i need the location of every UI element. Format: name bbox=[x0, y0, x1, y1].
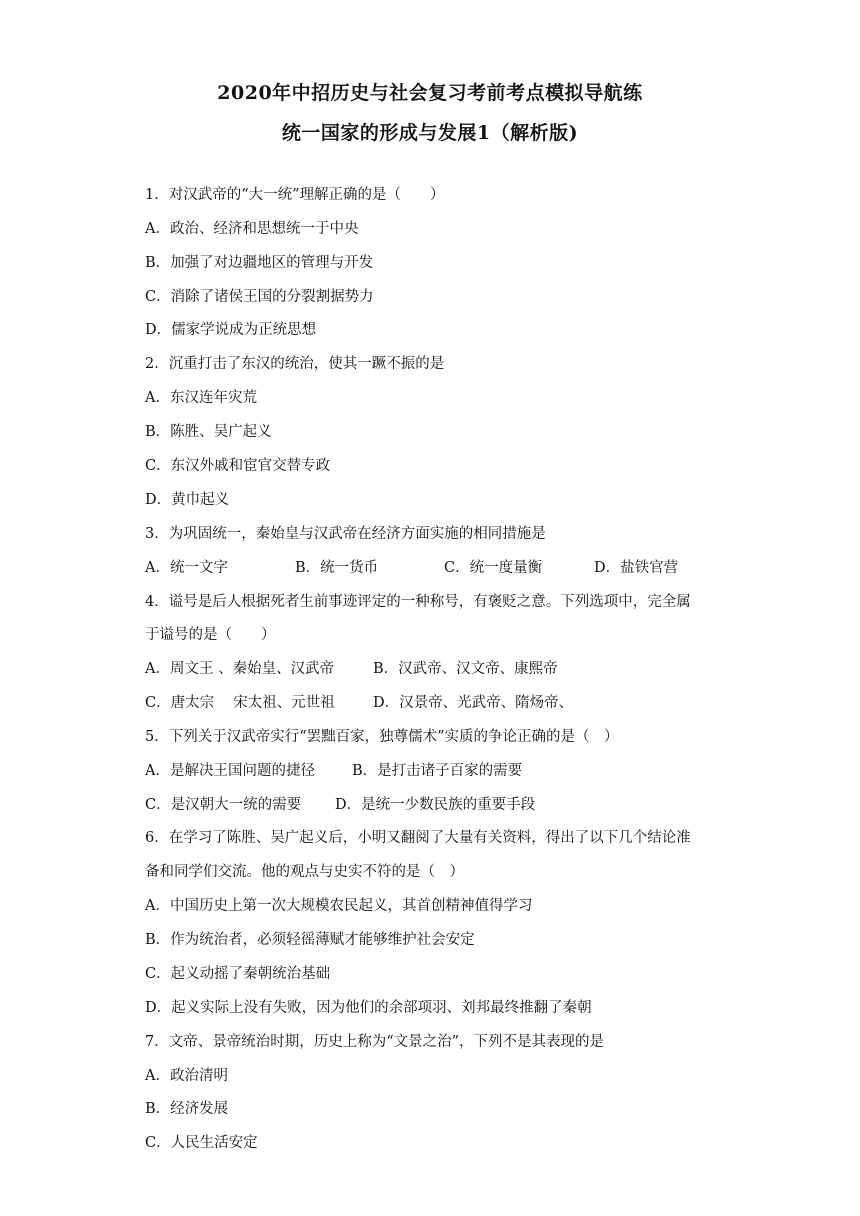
question-4-option-c: C．唐太宗 宋太祖、元世祖 bbox=[145, 695, 335, 711]
document-title: 2020年中招历史与社会复习考前考点模拟导航练 bbox=[217, 82, 643, 104]
question-4-option-d: D．汉景帝、光武帝、隋炀帝、 bbox=[373, 695, 574, 711]
question-5-option-b: B．是打击诸子百家的需要 bbox=[352, 763, 523, 779]
question-4-options-row-1 bbox=[145, 659, 558, 679]
question-4-options-row-2 bbox=[145, 693, 573, 713]
question-2-option-a: A．东汉连年灾荒 bbox=[145, 390, 257, 406]
question-2-option-b: B．陈胜、吴广起义 bbox=[145, 424, 272, 440]
question-2: 2．沉重打击了东汉的统治，使其一蹶不振的是 bbox=[145, 356, 445, 372]
question-4-option-b: B．汉武帝、汉文帝、康熙帝 bbox=[373, 661, 558, 677]
question-6-option-a: A．中国历史上第一次大规模农民起义，其首创精神值得学习 bbox=[145, 898, 533, 914]
question-5-options-row-1 bbox=[145, 761, 522, 781]
question-3: 3．为巩固统一，秦始皇与汉武帝在经济方面实施的相同措施是 bbox=[145, 526, 546, 542]
question-3-option-d: D．盐铁官营 bbox=[594, 560, 679, 576]
question-5-options-row-2 bbox=[145, 795, 535, 815]
question-6-option-d: D．起义实际上没有失败，因为他们的余部项羽、刘邦最终推翻了秦朝 bbox=[145, 1000, 592, 1016]
question-7-option-a: A．政治清明 bbox=[145, 1068, 228, 1084]
question-4-option-a: A．周文王 、秦始皇、汉武帝 bbox=[145, 661, 335, 677]
question-1: 1．对汉武帝的“大一统”理解正确的是（ ） bbox=[145, 187, 445, 203]
question-6-continued: 备和同学们交流。他的观点与史实不符的是（ ） bbox=[145, 864, 464, 880]
question-7-option-b: B．经济发展 bbox=[145, 1101, 229, 1117]
question-3-option-a: A．统一文字 bbox=[145, 560, 228, 576]
document-subtitle: 统一国家的形成与发展1（解析版) bbox=[281, 122, 579, 144]
question-1-option-c: C．消除了诸侯王国的分裂割据势力 bbox=[145, 289, 374, 305]
question-1-option-d: D．儒家学说成为正统思想 bbox=[145, 322, 317, 338]
question-2-option-d: D．黄巾起义 bbox=[145, 492, 230, 508]
question-4: 4．谥号是后人根据死者生前事迹评定的一种称号，有褒贬之意。下列选项中，完全属 bbox=[145, 594, 691, 610]
question-1-option-a: A．政治、经济和思想统一于中央 bbox=[145, 221, 359, 237]
question-2-option-c: C．东汉外戚和宦官交替专政 bbox=[145, 458, 331, 474]
question-7: 7．文帝、景帝统治时期，历史上称为“文景之治”，下列不是其表现的是 bbox=[145, 1034, 605, 1050]
question-3-option-b: B．统一货币 bbox=[295, 560, 379, 576]
question-3-option-c: C．统一度量衡 bbox=[444, 560, 543, 576]
question-1-option-b: B．加强了对边疆地区的管理与开发 bbox=[145, 255, 374, 271]
question-6-option-b: B．作为统治者，必须轻徭薄赋才能够维护社会安定 bbox=[145, 932, 475, 948]
question-5-option-c: C．是汉朝大一统的需要 bbox=[145, 797, 302, 813]
question-7-option-c: C．人民生活安定 bbox=[145, 1135, 258, 1151]
question-5: 5．下列关于汉武帝实行“罢黜百家，独尊儒术”实质的争论正确的是（ ） bbox=[145, 729, 619, 745]
question-3-options bbox=[145, 558, 678, 578]
question-5-option-d: D．是统一少数民族的重要手段 bbox=[335, 797, 536, 813]
question-4-continued: 于谥号的是（ ） bbox=[145, 627, 276, 643]
question-6-option-c: C．起义动摇了秦朝统治基础 bbox=[145, 966, 331, 982]
question-6: 6．在学习了陈胜、吴广起义后，小明又翻阅了大量有关资料，得出了以下几个结论准 bbox=[145, 830, 691, 846]
question-5-option-a: A．是解决王国问题的捷径 bbox=[145, 763, 315, 779]
